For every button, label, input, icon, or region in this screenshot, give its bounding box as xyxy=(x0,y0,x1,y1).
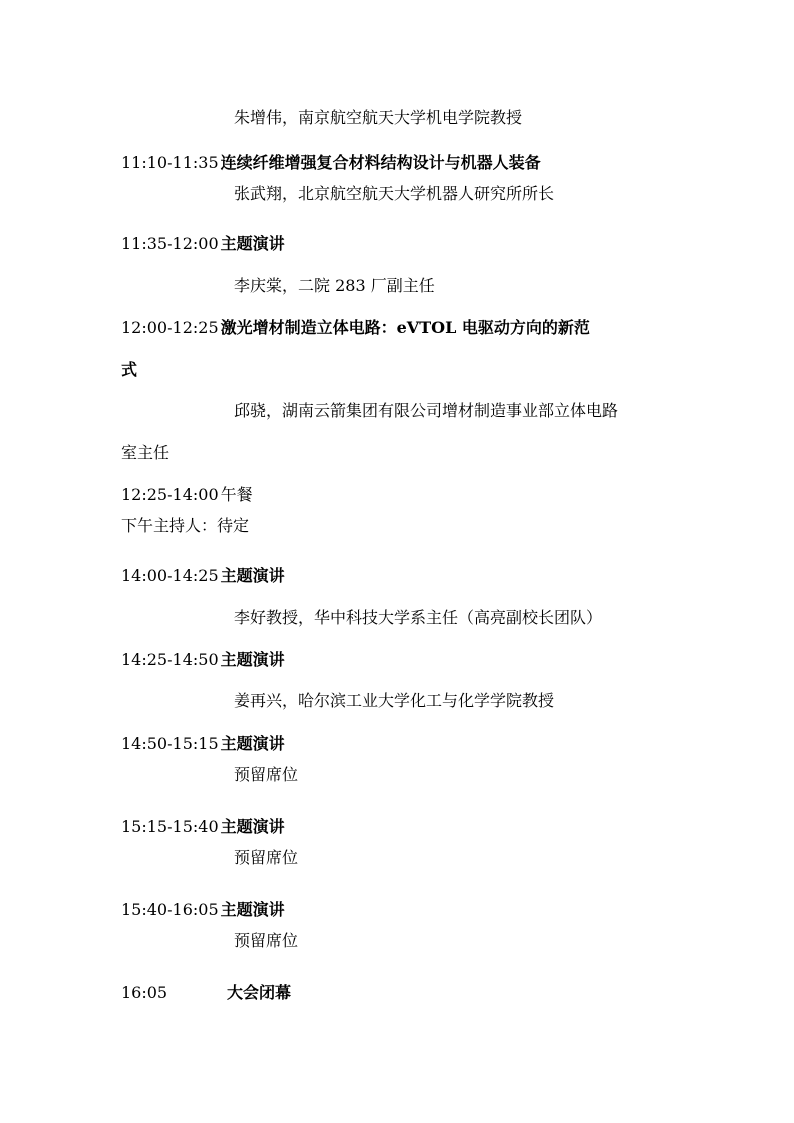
schedule-item xyxy=(121,153,541,173)
talk-title-continuation: 式 xyxy=(121,360,138,379)
talk-title: 主题演讲 xyxy=(220,900,285,919)
closing-title: 大会闭幕 xyxy=(227,983,292,1002)
time-slot: 11:10-11:35 xyxy=(121,153,219,172)
talk-title: 主题演讲 xyxy=(220,566,285,585)
time-slot: 12:25-14:00 xyxy=(121,485,219,504)
schedule-item xyxy=(121,900,285,920)
schedule-item xyxy=(121,734,285,754)
time-slot: 15:40-16:05 xyxy=(121,900,219,919)
session-label: 午餐 xyxy=(220,485,253,504)
speaker-line: 李好教授，华中科技大学系主任（高亮副校长团队） xyxy=(234,608,603,627)
speaker-line: 张武翔，北京航空航天大学机器人研究所所长 xyxy=(234,184,555,203)
speaker-line: 预留席位 xyxy=(234,931,299,950)
schedule-item xyxy=(121,318,590,338)
speaker-line: 预留席位 xyxy=(234,848,299,867)
time-slot: 11:35-12:00 xyxy=(121,234,219,253)
schedule-item xyxy=(121,485,253,505)
time-slot: 14:25-14:50 xyxy=(121,650,219,669)
time-slot: 15:15-15:40 xyxy=(121,817,219,836)
speaker-line: 姜再兴，哈尔滨工业大学化工与化学学院教授 xyxy=(234,691,555,710)
talk-title: 主题演讲 xyxy=(220,734,285,753)
schedule-item xyxy=(121,566,285,586)
speaker-line: 邱骁，湖南云箭集团有限公司增材制造事业部立体电路 xyxy=(234,401,619,420)
schedule-item xyxy=(121,650,285,670)
time-slot: 14:50-15:15 xyxy=(121,734,219,753)
afternoon-host: 下午主持人：待定 xyxy=(121,516,250,535)
talk-title: 主题演讲 xyxy=(220,817,285,836)
talk-title: 主题演讲 xyxy=(220,234,285,253)
speaker-line: 李庆棠，二院 283 厂副主任 xyxy=(234,276,435,295)
speaker-line-continuation: 室主任 xyxy=(121,443,170,462)
talk-title: 连续纤维增强复合材料结构设计与机器人装备 xyxy=(220,153,541,172)
closing-time: 16:05 xyxy=(121,983,168,1002)
schedule-item xyxy=(121,817,285,837)
talk-title: 激光增材制造立体电路：eVTOL 电驱动方向的新范 xyxy=(220,318,590,337)
speaker-line: 预留席位 xyxy=(234,765,299,784)
talk-title: 主题演讲 xyxy=(220,650,285,669)
schedule-item xyxy=(121,234,285,254)
speaker-line: 朱增伟，南京航空航天大学机电学院教授 xyxy=(234,108,523,127)
time-slot: 14:00-14:25 xyxy=(121,566,219,585)
time-slot: 12:00-12:25 xyxy=(121,318,219,337)
